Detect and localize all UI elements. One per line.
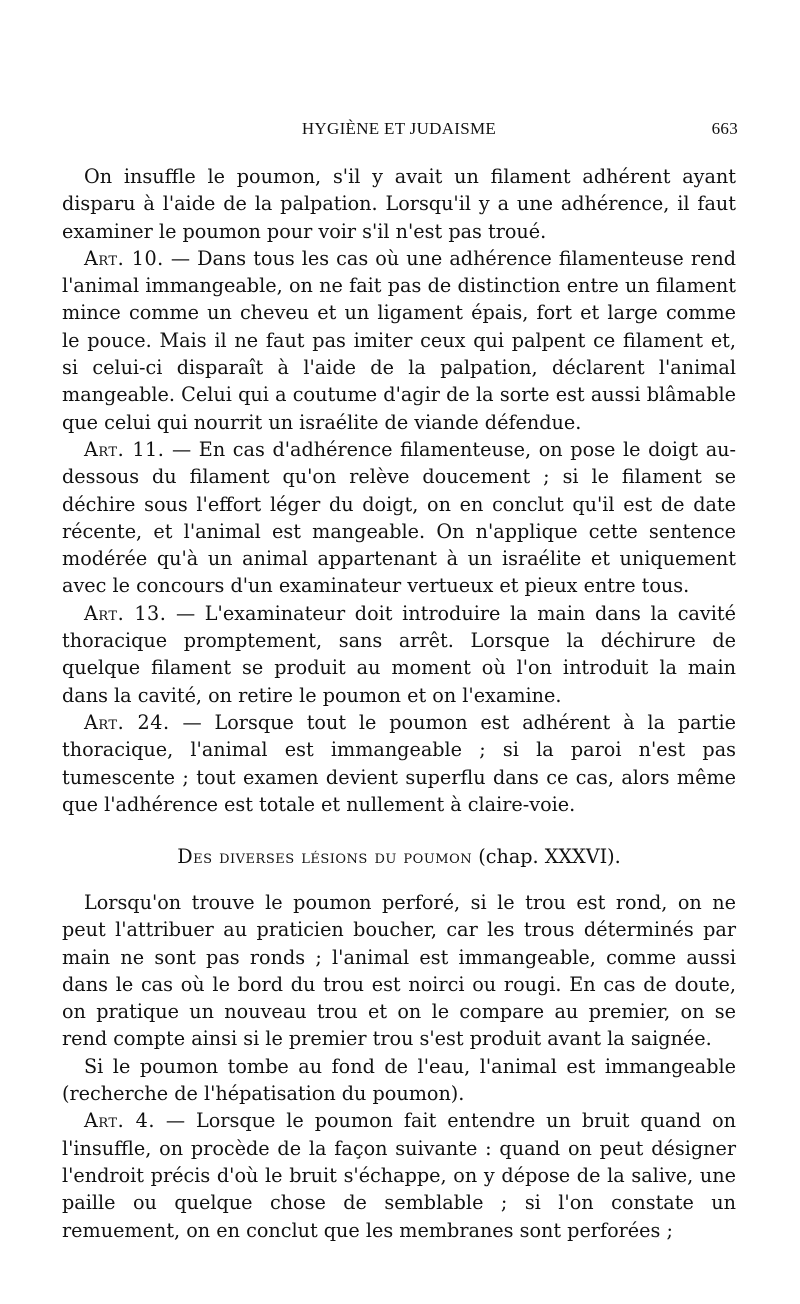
- paragraph-text: — Lorsque le poumon fait entendre un bruit quand on l'insuffle, on procède de la façon suivante : quand on peut désigner l'endroit précis d'où le bruit s'échappe, on y dépose de la salive, une paille ou quelque chose de semblable ; si l'on constate un remuement, on en conclut que les membranes sont perforées ;: [62, 1109, 736, 1242]
- paragraph: [62, 1053, 736, 1108]
- running-title: HYGIÈNE ET JUDAISME: [301, 119, 497, 138]
- article-label: Art. 24.: [84, 710, 170, 734]
- paragraph-text: — Lorsque tout le poumon est adhérent à la partie thoracique, l'animal est immangeable ; si la paroi n'est pas tumescente ; tout examen devient superflu dans ce cas, alors même que l'adhérence est totale et nullement à claire-voie.: [62, 710, 736, 816]
- paragraph-text: — En cas d'adhérence filamenteuse, on pose le doigt au-dessous du filament qu'on relève doucement ; si le filament se déchire sous l'effort léger du doigt, on en conclut qu'il est de date récente, et l'animal est mangeable. On n'applique cette sentence modérée qu'à un animal appartenant à un israélite et uniquement avec le concours d'un examinateur vertueux et pieux entre tous.: [62, 437, 736, 598]
- article-paragraph: [62, 1107, 736, 1243]
- paragraph-text: — Dans tous les cas où une adhérence filamenteuse rend l'animal immangeable, on ne fait pas de distinction entre un filament mince comme un cheveu et un ligament épais, fort et large comme le pouce. Mais il ne faut pas imiter ceux qui palpent ce filament et, si celui-ci disparaît à l'aide de la palpation, déclarent l'animal mangeable. Celui qui a coutume d'agir de la sorte est aussi blâmable que celui qui nourrit un israélite de viande défendue.: [62, 246, 736, 434]
- article-paragraph: [62, 709, 736, 818]
- article-paragraph: [62, 245, 736, 436]
- text-block-bottom: [62, 889, 736, 1244]
- article-paragraph: [62, 600, 736, 709]
- paragraph: [62, 889, 736, 1053]
- article-label: Art. 4.: [84, 1109, 155, 1133]
- section-heading-chapter: (chap. XXXVI).: [472, 845, 621, 868]
- paragraph-text: On insuffle le poumon, s'il y avait un filament adhérent ayant disparu à l'aide de la palpation. Lorsqu'il y a une adhérence, il faut examiner le poumon pour voir s'il n'est pas troué.: [62, 165, 736, 243]
- section-heading: [62, 845, 736, 868]
- text-block-top: [62, 163, 736, 818]
- article-label: Art. 13.: [84, 601, 167, 625]
- page-number: 663: [711, 119, 738, 138]
- article-label: Art. 10.: [84, 246, 164, 270]
- running-head: [60, 119, 738, 147]
- article-label: Art. 11.: [84, 437, 165, 461]
- section-heading-title: Des diverses lésions du poumon: [177, 845, 473, 868]
- paragraph: [62, 163, 736, 245]
- article-paragraph: [62, 436, 736, 600]
- paragraph-text: Lorsqu'on trouve le poumon perforé, si le trou est rond, on ne peut l'attribuer au praticien boucher, car les trous déterminés par main ne sont pas ronds ; l'animal est immangeable, comme aussi dans le cas où le bord du trou est noirci ou rougi. En cas de doute, on pratique un nouveau trou et on le compare au premier, on se rend compte ainsi si le premier trou s'est produit avant la saignée.: [62, 891, 736, 1051]
- paragraph-text: — L'examinateur doit introduire la main dans la cavité thoracique promptement, sans arrêt. Lorsque la déchirure de quelque filament se produit au moment où l'on introduit la main dans la cavité, on retire le poumon et on l'examine.: [62, 601, 736, 707]
- paragraph-text: Si le poumon tombe au fond de l'eau, l'animal est immangeable (recherche de l'hépatisation du poumon).: [62, 1054, 736, 1106]
